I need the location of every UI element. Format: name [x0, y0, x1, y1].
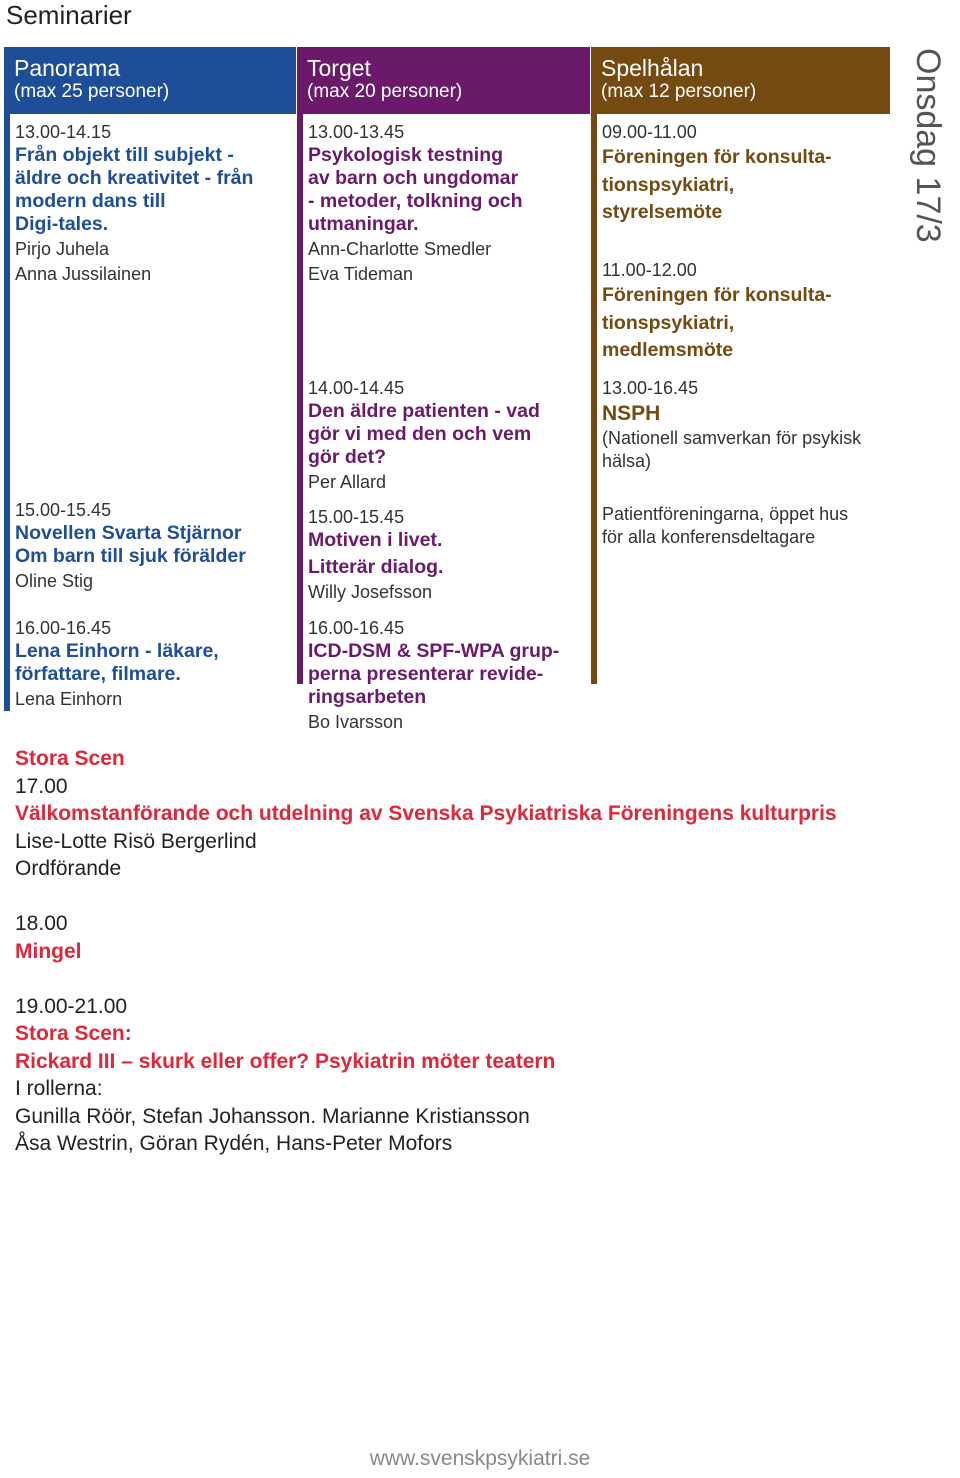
event-line: Gunilla Röör, Stefan Johansson. Marianne Kristiansson: [15, 1104, 530, 1128]
torget-header: Torget (max 20 personer): [297, 47, 590, 114]
page-title: Seminarier: [6, 0, 132, 30]
torget-line: [297, 114, 303, 684]
event-time: 19.00-21.00: [15, 994, 128, 1018]
stora-scen-section: [15, 745, 837, 1158]
torget-session-1: 13.00-13.45 Psykologisk testning av barn och ungdomar - metoder, tolkning och utmaningar. Ann-Charlotte Smedler Eva Tideman: [308, 122, 523, 284]
footer-url[interactable]: www.svenskpsykiatri.se: [369, 1447, 591, 1470]
panorama-session-3: 16.00-16.45 Lena Einhorn - läkare, författare, filmare. Lena Einhorn: [15, 618, 219, 709]
event-time: 18.00: [15, 912, 68, 935]
spelhalan-line: [591, 114, 597, 684]
event-title: Välkomstanförande och utdelning av Svenska Psykiatriska Föreningens kulturpris: [15, 802, 837, 825]
spelhalan-header: Spelhålan (max 12 personer): [591, 47, 890, 114]
event-title: Stora Scen:: [15, 1022, 132, 1045]
torget-session-3: 15.00-15.45 Motiven i livet. Litterär dialog. Willy Josefsson: [308, 507, 444, 602]
panorama-session-1: 13.00-14.15 Från objekt till subjekt - äldre och kreativitet - från modern dans till Digi-tales. Pirjo Juhela Anna Jussilainen: [15, 122, 254, 284]
spelhalan-session-2: 11.00-12.00 Föreningen för konsulta- tionspsykiatri, medlemsmöte: [602, 260, 832, 361]
event-time: 17.00: [15, 774, 68, 798]
panorama-session-2: 15.00-15.45 Novellen Svarta Stjärnor Om barn till sjuk förälder Oline Stig: [15, 500, 246, 591]
stora-scen-heading: Stora Scen: [15, 747, 125, 770]
spelhalan-session-1: 09.00-11.00 Föreningen för konsulta- tionspsykiatri, styrelsemöte: [602, 122, 832, 223]
event-line: Åsa Westrin, Göran Rydén, Hans-Peter Mofors: [15, 1132, 453, 1155]
panorama-header: Panorama (max 25 personer): [4, 47, 296, 114]
event-subtitle: Rickard III – skurk eller offer? Psykiatrin möter teatern: [15, 1049, 556, 1073]
torget-session-2: 14.00-14.45 Den äldre patienten - vad gör vi med den och vem gör det? Per Allard: [308, 378, 540, 492]
event-title: Mingel: [15, 939, 82, 963]
torget-session-4: 16.00-16.45 ICD-DSM & SPF-WPA grup- perna presenterar revide- ringsarbeten Bo Ivarsson: [308, 618, 560, 732]
spelhalan-session-3: 13.00-16.45 NSPH (Nationell samverkan för psykisk hälsa): [602, 378, 862, 471]
spelhalan-session-4: Patientföreningarna, öppet hus för alla konferensdeltagare: [602, 504, 849, 547]
event-line: Ordförande: [15, 857, 122, 880]
day-label: Onsdag 17/3: [909, 48, 947, 243]
event-line: I rollerna:: [15, 1077, 103, 1100]
event-line: Lise-Lotte Risö Bergerlind: [15, 829, 257, 853]
panorama-line: [4, 114, 10, 711]
